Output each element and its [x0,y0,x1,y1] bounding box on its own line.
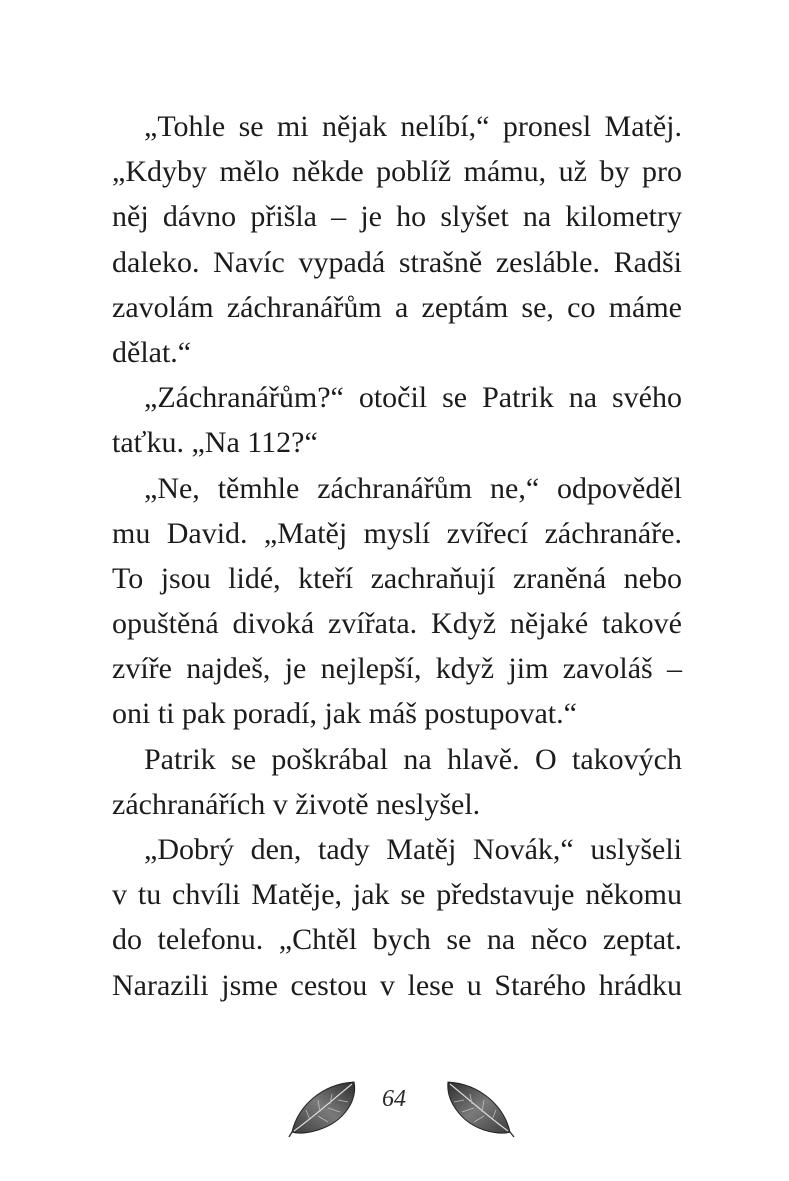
text-line: „Kdyby mělo někde poblíž mámu, už by pro [112,155,682,189]
text-line: Narazili jsme cestou v lese u Starého hrádku [112,968,682,1002]
text-line: opuštěná divoká zvířata. Když nějaké takové [112,607,682,641]
text-line: záchranářích v životě neslyšel. [112,787,481,821]
text-line: „Tohle se mi nějak nelíbí,“ pronesl Matěj. [144,110,682,143]
text-line: „Ne, těmhle záchranářům ne,“ odpověděl [144,471,682,505]
text-line: zavolám záchranářům a zeptám se, co máme [112,290,682,324]
text-line: do telefonu. „Chtěl bych se na něco zeptat. [112,923,682,957]
page-footer [0,1070,789,1150]
text-line: „Dobrý den, tady Matěj Novák,“ uslyšeli [144,833,682,866]
text-line: v tu chvíli Matěje, jak se představuje někomu [112,878,682,912]
text-line: To jsou lidé, kteří zachraňují zraněná nebo [112,561,682,595]
text-line: oni ti pak poradí, jak máš postupovat.“ [112,697,577,731]
body-text [112,104,682,1008]
left-leaf-icon [288,1076,364,1138]
text-line: dělat.“ [112,335,192,369]
page-number: 64 [382,1086,406,1112]
text-line: zvíře najdeš, je nejlepší, když jim zavoláš – [112,652,682,686]
right-leaf-icon [440,1076,516,1138]
text-line: taťku. „Na 112?“ [112,426,318,460]
text-line: „Záchranářům?“ otočil se Patrik na svého [144,381,682,415]
text-line: mu David. „Matěj myslí zvířecí záchranáře. [112,516,682,550]
text-line: daleko. Navíc vypadá strašně zesláble. Radši [112,245,682,279]
text-line: Patrik se poškrábal na hlavě. O takových [144,742,682,776]
text-line: něj dávno přišla – je ho slyšet na kilometry [112,200,682,234]
